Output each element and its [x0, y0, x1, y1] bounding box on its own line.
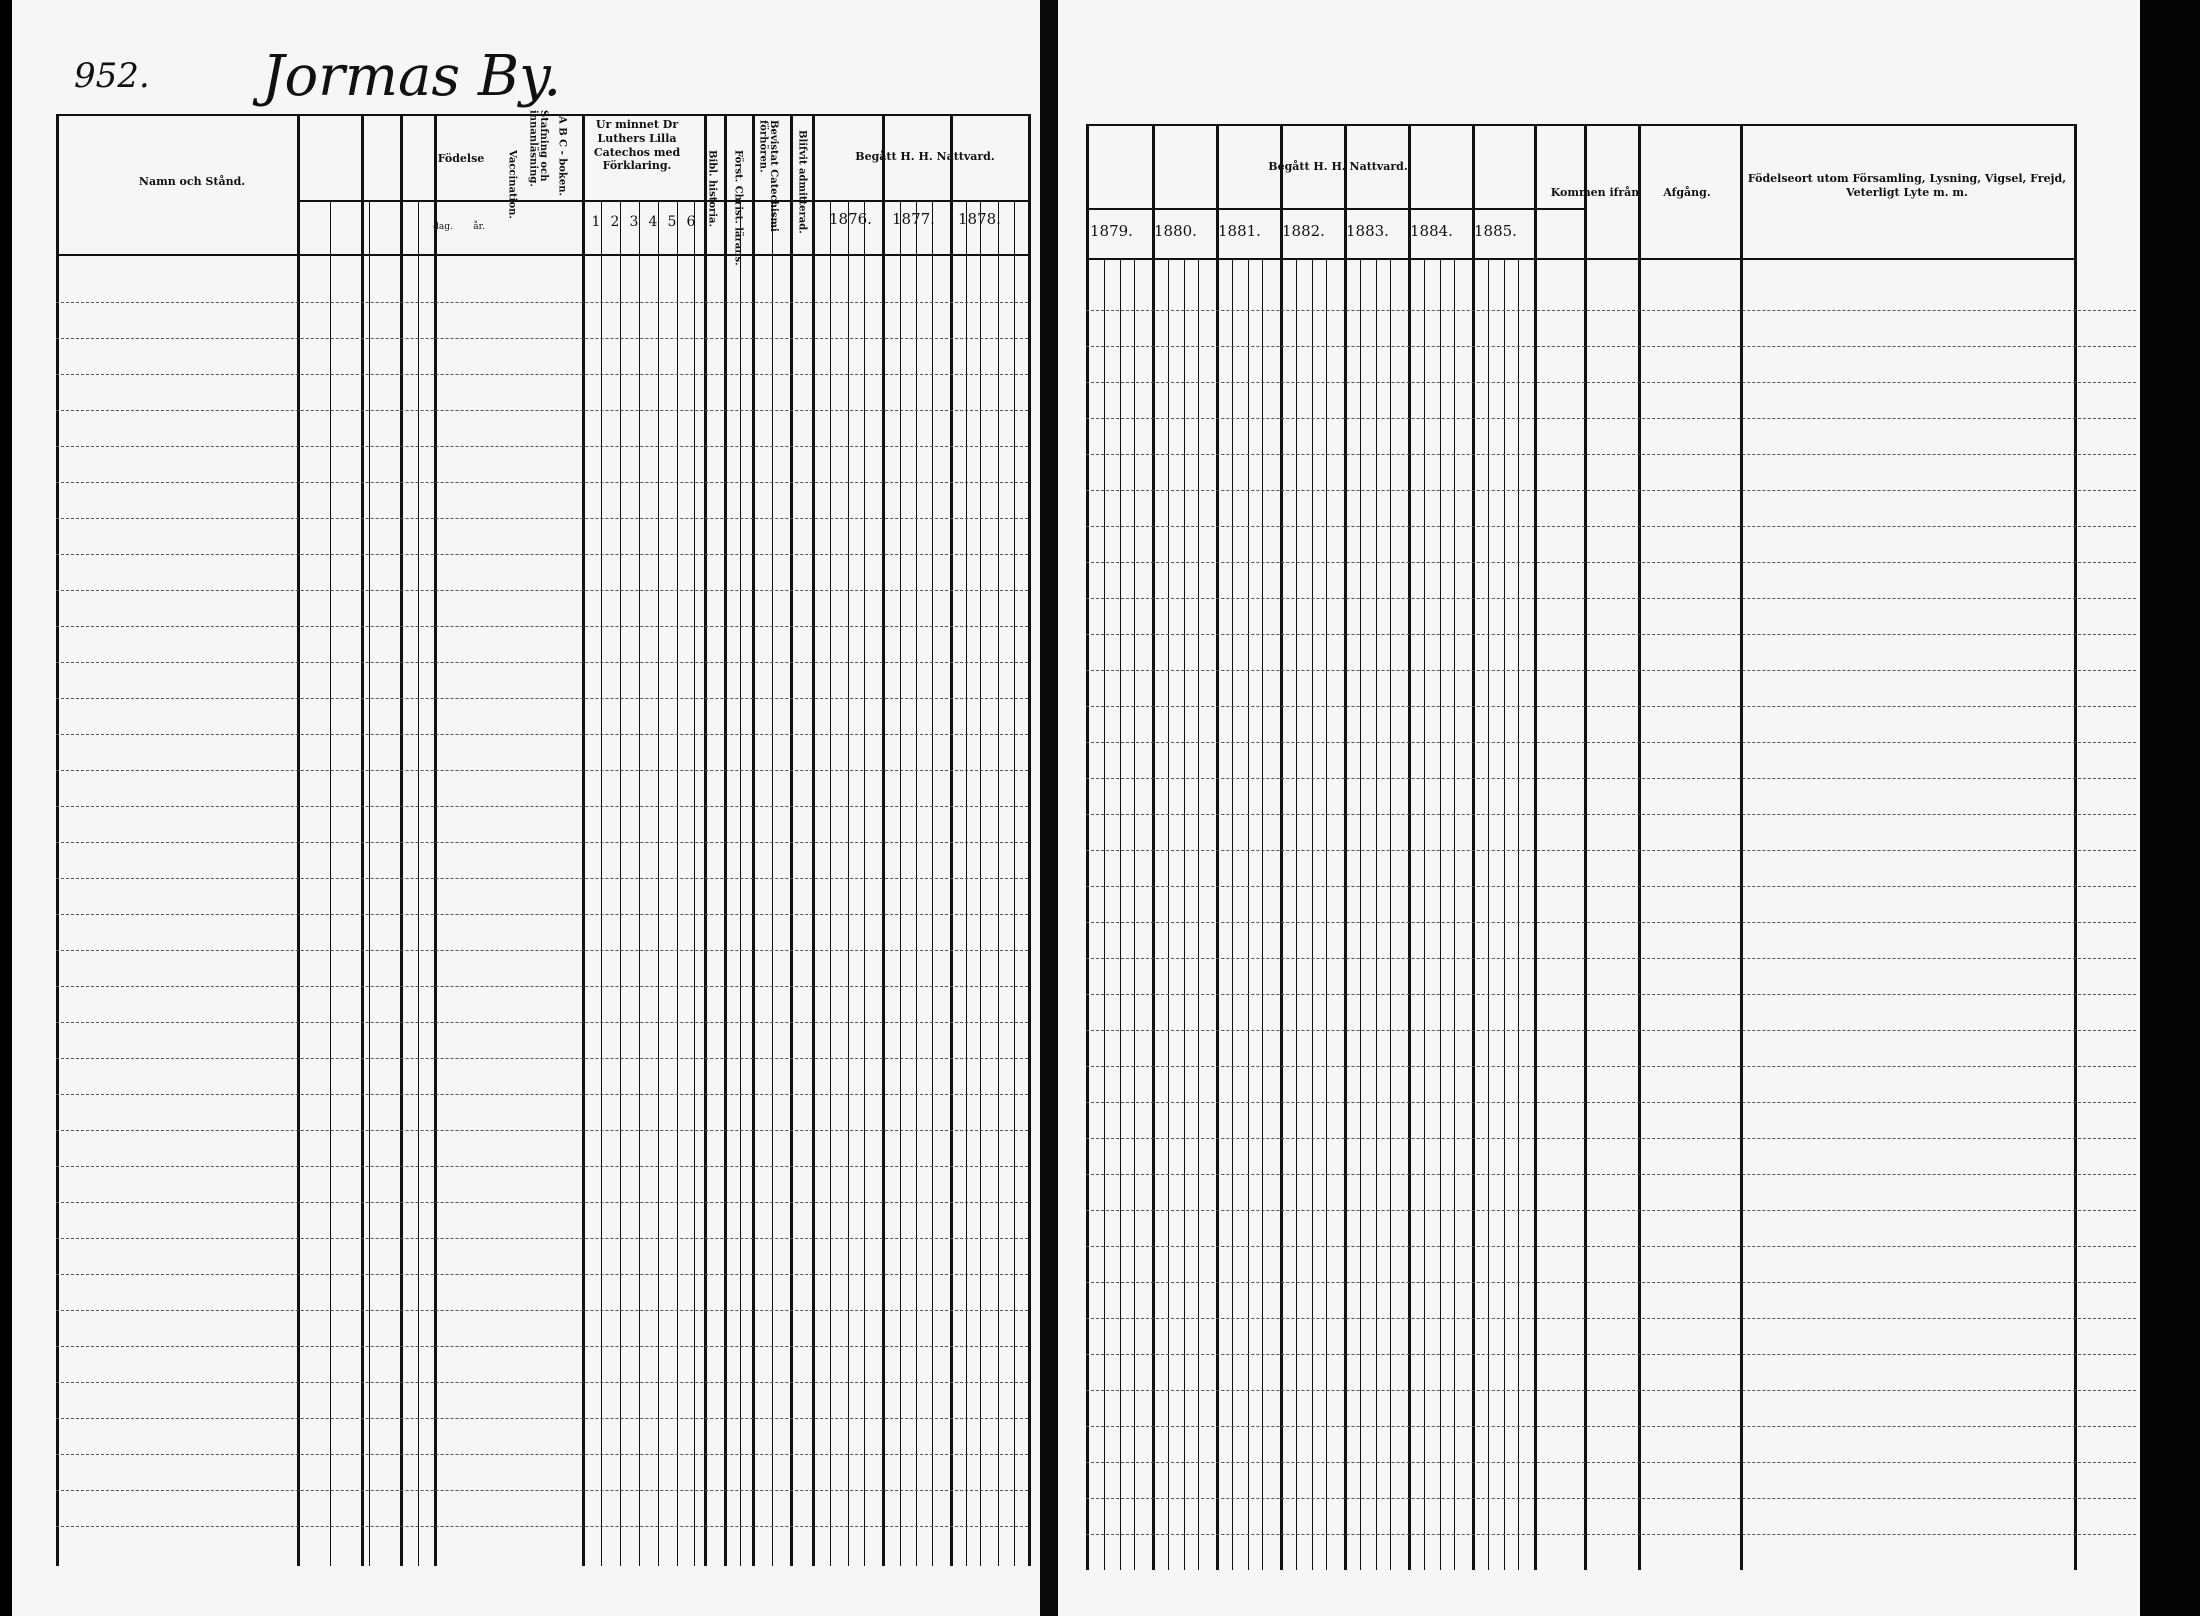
right-row-rule — [1086, 382, 2136, 383]
left-page — [12, 0, 1040, 1616]
right-row-rule — [1086, 958, 2136, 959]
right-row-rule — [1086, 1318, 2136, 1319]
book-edge — [2140, 0, 2200, 1616]
right-row-rule — [1086, 1138, 2136, 1139]
left-sub-rule — [1014, 200, 1015, 1566]
year-1878: 1878. — [958, 210, 1001, 228]
left-row-rule — [56, 734, 1028, 735]
left-row-rule — [56, 554, 1028, 555]
place-name: Jormas By. — [262, 44, 562, 109]
left-row-rule — [56, 1202, 1028, 1203]
left-sub-rule — [369, 200, 370, 1566]
left-column-rule — [400, 114, 403, 1566]
right-row-rule — [1086, 1282, 2136, 1283]
left-column-rule — [297, 114, 300, 1566]
left-row-rule — [56, 1166, 1028, 1167]
col-christian-header: Först. Christ. lärans. — [732, 150, 744, 266]
left-column-rule — [582, 114, 585, 1566]
left-row-rule — [56, 1274, 1028, 1275]
left-column-rule — [704, 114, 707, 1566]
left-column-rule — [1028, 114, 1031, 1566]
col-departure-header: Afgång. — [1663, 186, 1711, 199]
right-row-rule — [1086, 1066, 2136, 1067]
col-bible-history-header: Bibl. historia. — [706, 150, 718, 228]
left-sub-rule — [740, 200, 741, 1566]
left-row-rule — [56, 698, 1028, 699]
left-sub-rule — [916, 200, 917, 1566]
right-row-rule — [1086, 562, 2136, 563]
col-catechism-proof-header: Bevistat Catechismi förhören. — [757, 120, 779, 232]
left-sub-rule — [620, 200, 621, 1566]
left-column-rule — [790, 114, 793, 1566]
left-sub-rule — [658, 200, 659, 1566]
col-admitted-header: Blifvit admitterad. — [796, 130, 808, 234]
col-birth-day: dag. — [433, 222, 453, 232]
year-1885: 1885. — [1474, 222, 1517, 240]
left-sub-rule — [330, 200, 331, 1566]
right-row-rule — [1086, 850, 2136, 851]
col-notes-header: Födelseort utom Församling, Lysning, Vigsel, Frejd, Veterligt Lyte m. m. — [1747, 172, 2067, 199]
left-column-rule — [812, 114, 815, 1566]
left-column-rule — [56, 114, 59, 1566]
right-row-rule — [1086, 1102, 2136, 1103]
col-abc-header: A B C - boken. — [556, 116, 568, 196]
left-sub-rule — [772, 200, 773, 1566]
left-sub-rule — [932, 200, 933, 1566]
left-row-rule — [56, 446, 1028, 447]
left-sub-rule — [601, 200, 602, 1566]
left-column-rule — [434, 114, 437, 1566]
left-row-rule — [56, 590, 1028, 591]
left-column-rule — [752, 114, 755, 1566]
left-column-rule — [724, 114, 727, 1566]
right-row-rule — [1086, 310, 2136, 311]
catechism-number-2: 2 — [610, 214, 620, 230]
header-bottom-rule-right — [1086, 258, 2074, 260]
col-birth-header: Födelse — [437, 152, 485, 165]
left-row-rule — [56, 770, 1028, 771]
col-confirmation-header: Stafning och innanläsning. — [527, 110, 549, 187]
left-sub-rule — [830, 200, 831, 1566]
year-1877: 1877. — [892, 210, 935, 228]
year-1883: 1883. — [1346, 222, 1389, 240]
right-row-rule — [1086, 634, 2136, 635]
col-communion-header-right: Begått H. H. Nattvard. — [1268, 160, 1408, 173]
header-sub-rule-right — [1086, 208, 1586, 210]
right-row-rule — [1086, 814, 2136, 815]
right-row-rule — [1086, 922, 2136, 923]
year-1884: 1884. — [1410, 222, 1453, 240]
catechism-number-6: 6 — [686, 214, 696, 230]
left-sub-rule — [639, 200, 640, 1566]
left-column-rule — [361, 114, 364, 1566]
left-row-rule — [56, 1346, 1028, 1347]
right-row-rule — [1086, 526, 2136, 527]
right-row-rule — [1086, 1462, 2136, 1463]
right-row-rule — [1086, 742, 2136, 743]
year-1876: 1876. — [829, 210, 872, 228]
right-row-rule — [1086, 1030, 2136, 1031]
book-spine — [1040, 0, 1058, 1616]
right-row-rule — [1086, 1354, 2136, 1355]
left-sub-rule — [694, 200, 695, 1566]
right-row-rule — [1086, 994, 2136, 995]
page-number: 952. — [74, 56, 150, 96]
left-row-rule — [56, 1094, 1028, 1095]
left-sub-rule — [677, 200, 678, 1566]
left-sub-rule — [980, 200, 981, 1566]
right-row-rule — [1086, 1210, 2136, 1211]
catechism-number-5: 5 — [667, 214, 677, 230]
left-sub-rule — [848, 200, 849, 1566]
left-row-rule — [56, 1022, 1028, 1023]
right-row-rule — [1086, 1534, 2136, 1535]
right-row-rule — [1086, 490, 2136, 491]
left-sub-rule — [966, 200, 967, 1566]
header-sub-rule — [297, 200, 1030, 202]
left-row-rule — [56, 1454, 1028, 1455]
right-row-rule — [1086, 1390, 2136, 1391]
catechism-number-1: 1 — [591, 214, 601, 230]
year-1879: 1879. — [1090, 222, 1133, 240]
left-row-rule — [56, 482, 1028, 483]
left-row-rule — [56, 842, 1028, 843]
left-sub-rule — [998, 200, 999, 1566]
left-row-rule — [56, 518, 1028, 519]
left-row-rule — [56, 338, 1028, 339]
left-row-rule — [56, 1418, 1028, 1419]
left-row-rule — [56, 1130, 1028, 1131]
left-row-rule — [56, 374, 1028, 375]
left-row-rule — [56, 1310, 1028, 1311]
right-row-rule — [1086, 598, 2136, 599]
left-row-rule — [56, 626, 1028, 627]
col-name-header: Namn och Stånd. — [138, 175, 246, 188]
right-row-rule — [1086, 454, 2136, 455]
left-sub-rule — [418, 200, 419, 1566]
year-1881: 1881. — [1218, 222, 1261, 240]
left-row-rule — [56, 878, 1028, 879]
left-column-rule — [882, 114, 885, 1566]
left-row-rule — [56, 1526, 1028, 1527]
left-row-rule — [56, 986, 1028, 987]
right-row-rule — [1086, 706, 2136, 707]
right-row-rule — [1086, 670, 2136, 671]
left-row-rule — [56, 950, 1028, 951]
left-sub-rule — [864, 200, 865, 1566]
catechism-number-4: 4 — [648, 214, 658, 230]
col-communion-header: Begått H. H. Nattvard. — [855, 150, 995, 163]
left-column-rule — [950, 114, 953, 1566]
right-row-rule — [1086, 886, 2136, 887]
left-row-rule — [56, 1238, 1028, 1239]
left-row-rule — [56, 1382, 1028, 1383]
right-page — [1058, 0, 2140, 1616]
year-1882: 1882. — [1282, 222, 1325, 240]
col-birth-year: år. — [473, 222, 485, 232]
col-from-header: Kommen ifrån — [1550, 186, 1640, 199]
col-catechism-header: Ur minnet Dr Luthers Lilla Catechos med Förklaring. — [593, 118, 681, 173]
left-row-rule — [56, 410, 1028, 411]
year-1880: 1880. — [1154, 222, 1197, 240]
left-row-rule — [56, 1490, 1028, 1491]
right-row-rule — [1086, 778, 2136, 779]
catechism-number-3: 3 — [629, 214, 639, 230]
header-top-rule-right — [1086, 124, 2074, 126]
right-row-rule — [1086, 1426, 2136, 1427]
left-row-rule — [56, 806, 1028, 807]
right-row-rule — [1086, 1246, 2136, 1247]
left-row-rule — [56, 914, 1028, 915]
right-row-rule — [1086, 1174, 2136, 1175]
right-row-rule — [1086, 1498, 2136, 1499]
right-row-rule — [1086, 418, 2136, 419]
left-row-rule — [56, 1058, 1028, 1059]
col-vaccination-header: Vaccination. — [506, 150, 518, 219]
left-row-rule — [56, 302, 1028, 303]
right-row-rule — [1086, 346, 2136, 347]
left-sub-rule — [900, 200, 901, 1566]
left-row-rule — [56, 662, 1028, 663]
